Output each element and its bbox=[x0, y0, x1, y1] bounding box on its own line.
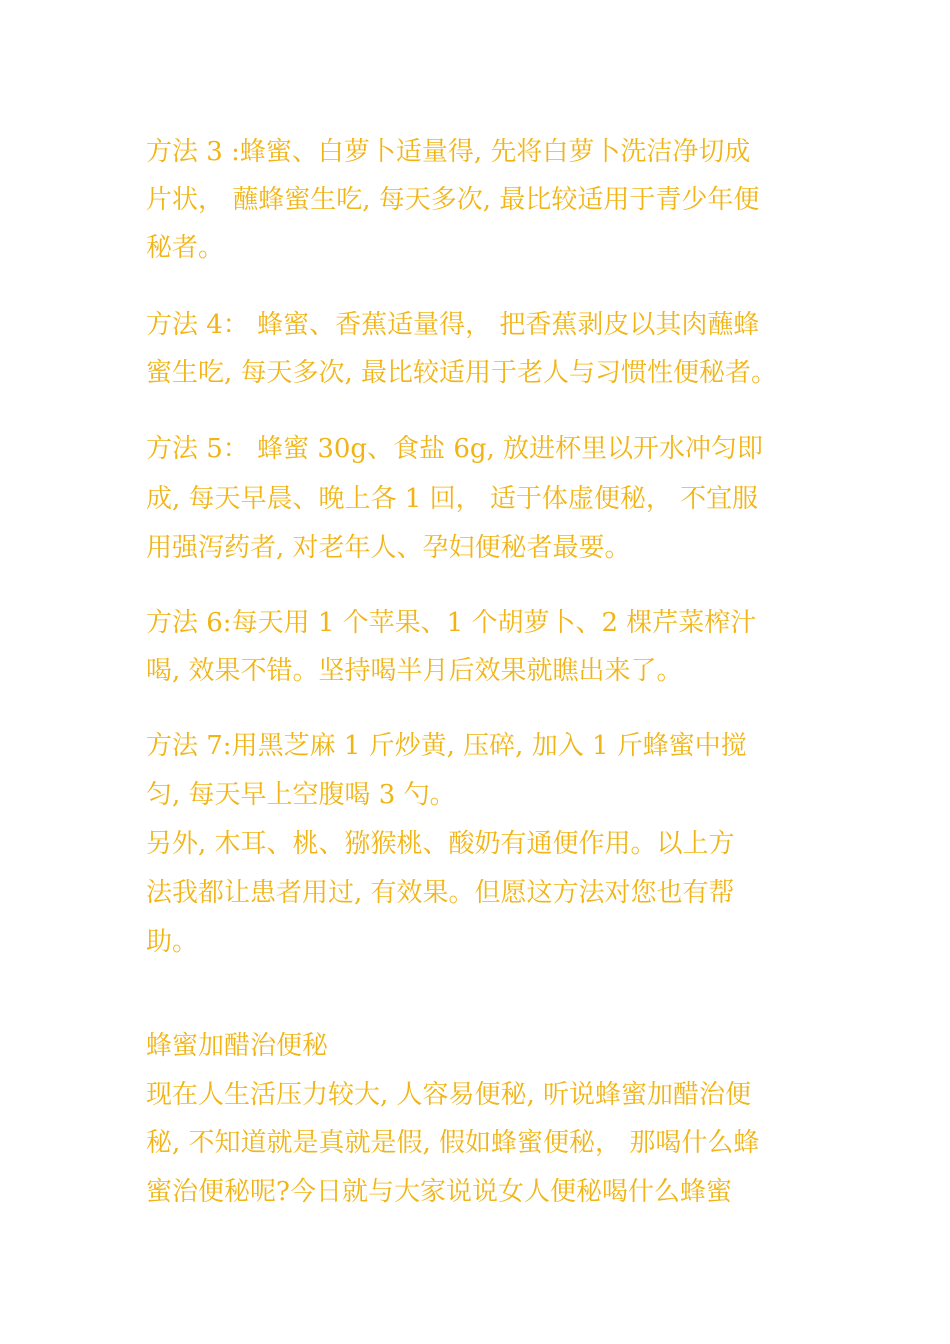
section-heading: 蜂蜜加醋治便秘 bbox=[146, 1031, 329, 1061]
paragraph-line: 法我都让患者用过, 有效果。但愿这方法对您也有帮 bbox=[146, 878, 735, 908]
paragraph-line: 另外, 木耳、桃、猕猴桃、酸奶有通便作用。以上方 bbox=[146, 829, 735, 859]
paragraph-line: 喝, 效果不错。坚持喝半月后效果就瞧出来了。 bbox=[146, 656, 683, 686]
paragraph-line: 蜜治便秘呢?今日就与大家说说女人便秘喝什么蜂蜜 bbox=[146, 1177, 732, 1207]
paragraph-line: 成, 每天早晨、晚上各 1 回， 适于体虚便秘， 不宜服 bbox=[146, 484, 759, 514]
paragraph-line: 方法 3 :蜂蜜、白萝卜适量得, 先将白萝卜洗洁净切成 bbox=[146, 137, 751, 167]
paragraph-line: 方法 7:用黑芝麻 1 斤炒黄, 压碎, 加入 1 斤蜂蜜中搅 bbox=[146, 731, 747, 761]
paragraph-line: 秘者。 bbox=[146, 233, 225, 263]
paragraph-line: 方法 4： 蜂蜜、香蕉适量得， 把香蕉剥皮以其肉蘸蜂 bbox=[146, 310, 760, 340]
paragraph-line: 匀, 每天早上空腹喝 3 勺。 bbox=[146, 780, 456, 810]
paragraph-line: 助。 bbox=[146, 927, 199, 957]
paragraph-line: 方法 5： 蜂蜜 30g、食盐 6g, 放进杯里以开水冲匀即 bbox=[146, 434, 764, 464]
paragraph-line: 蜜生吃, 每天多次, 最比较适用于老人与习惯性便秘者。 bbox=[146, 358, 778, 388]
paragraph-line: 现在人生活压力较大, 人容易便秘, 听说蜂蜜加醋治便 bbox=[146, 1080, 752, 1110]
paragraph-line: 方法 6:每天用 1 个苹果、1 个胡萝卜、2 棵芹菜榨汁 bbox=[146, 608, 757, 638]
paragraph-line: 用强泻药者, 对老年人、孕妇便秘者最要。 bbox=[146, 533, 631, 563]
paragraph-line: 秘, 不知道就是真就是假, 假如蜂蜜便秘， 那喝什么蜂 bbox=[146, 1128, 760, 1158]
paragraph-line: 片状， 蘸蜂蜜生吃, 每天多次, 最比较适用于青少年便 bbox=[146, 185, 760, 215]
